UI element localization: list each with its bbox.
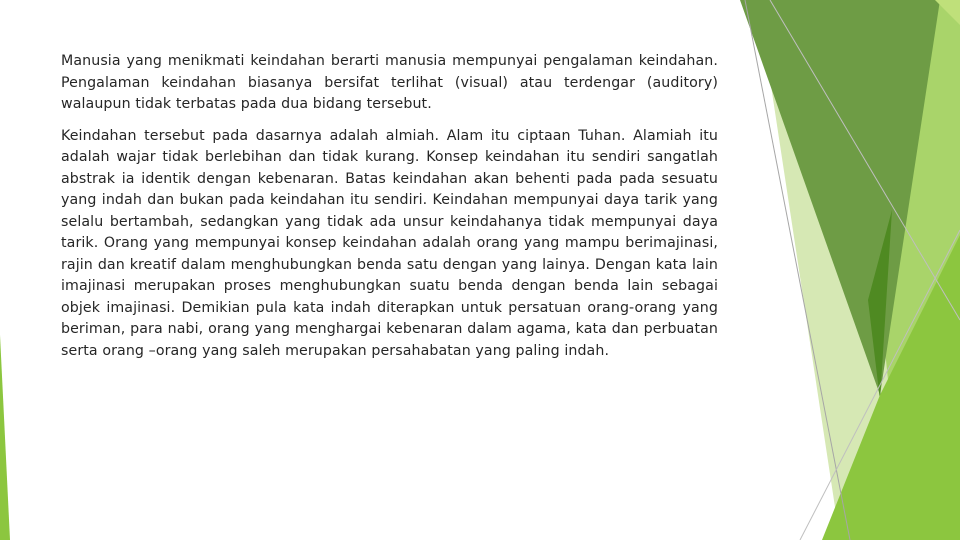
paragraph-2: Keindahan tersebut pada dasarnya adalah almiah. Alam itu ciptaan Tuhan. Alamiah itu adalah wajar tidak berlebihan dan tidak kurang. Konsep keindahan itu sendiri sangatlah abstrak ia identik dengan kebenaran. Batas keindahan akan behenti pada pada sesuatu yang indah dan bukan pada keindahan itu sendiri. Keindahan mempunyai daya tarik yang selalu bertambah, sedangkan yang tidak ada unsur keindahanya tidak mempunyai daya tarik. Orang yang mempunyai konsep keindahan adalah orang yang mampu berimajinasi, rajin dan kreatif dalam menghubungkan benda satu dengan yang lainya. Dengan kata lain imajinasi merupakan proses menghubungkan suatu benda dengan benda lain sebagai objek imajinasi. Demikian pula kata indah diterapkan untuk persatuan orang-orang yang beriman, para nabi, orang yang menghargai kebenaran dalam agama, kata dan perbuatan serta orang –orang yang saleh merupakan persahabatan yang paling indah.	[61, 127, 718, 359]
body-text-box[interactable]	[61, 51, 718, 362]
paragraph-1: Manusia yang menikmati keindahan berarti manusia mempunyai pengalaman keindahan. Pengalaman keindahan biasanya bersifat terlihat (visual) atau terdengar (auditory) walaupun tidak terbatas pada dua bidang tersebut.	[61, 53, 718, 112]
left-accent-triangle	[0, 335, 10, 540]
